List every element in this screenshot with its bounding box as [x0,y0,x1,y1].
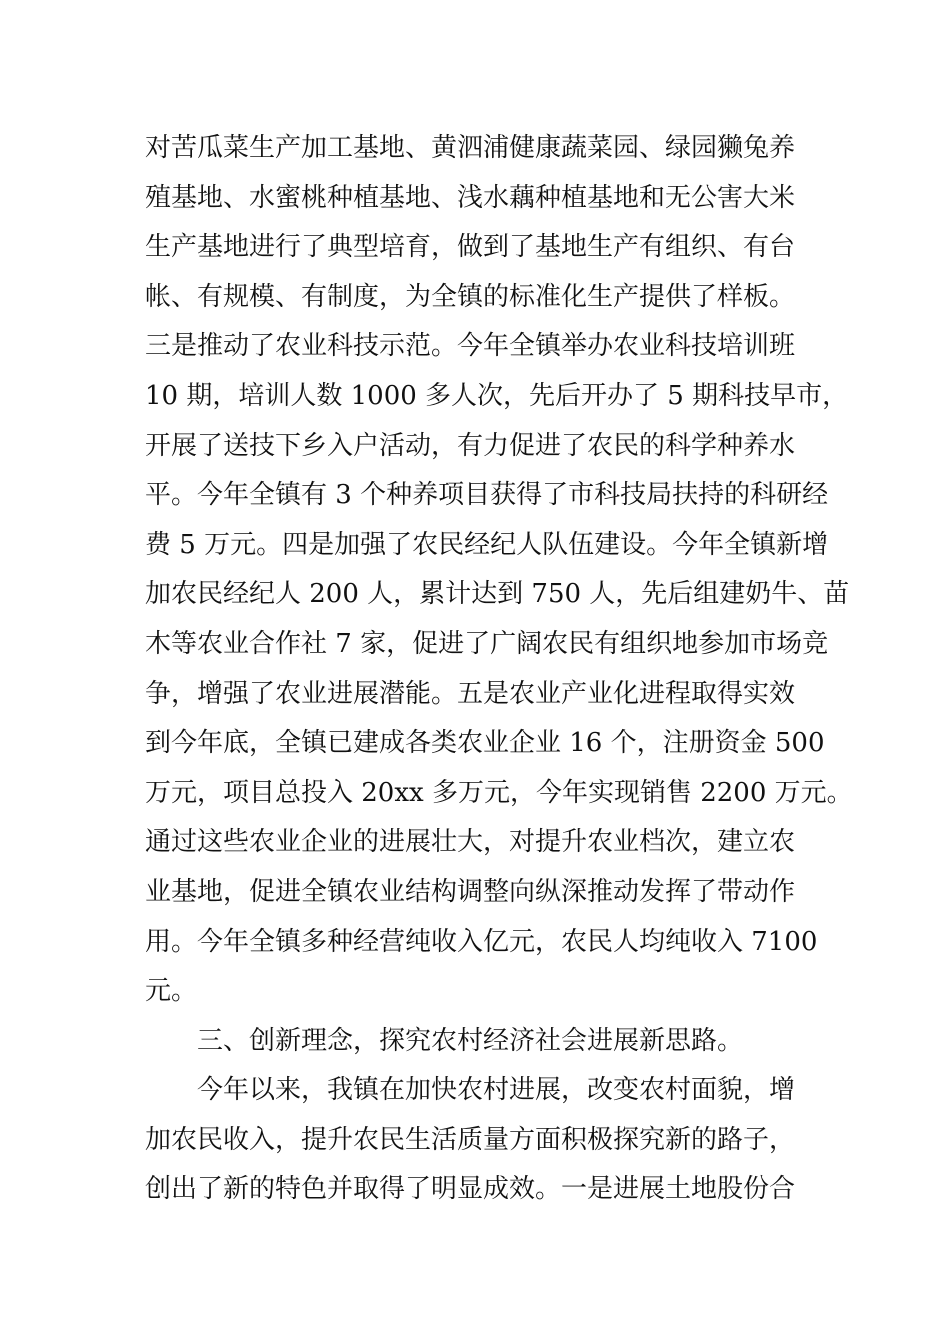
text-line: 争，增强了农业进展潜能。五是农业产业化进程取得实效 [145,678,796,709]
text-line: 生产基地进行了典型培育，做到了基地生产有组织、有台 [145,232,796,263]
text-line: 帐、有规模、有制度，为全镇的标准化生产提供了样板。 [145,281,796,312]
section-heading: 三、创新理念，探究农村经济社会进展新思路。 [197,1025,744,1056]
text-line: 殖基地、水蜜桃种植基地、浅水藕种植基地和无公害大米 [145,182,796,213]
text-line: 加农民经纪人 200 人，累计达到 750 人，先后组建奶牛、苗 [145,579,850,610]
text-line: 三是推动了农业科技示范。今年全镇举办农业科技培训班 [145,331,796,362]
text-line: 加农民收入，提升农民生活质量方面积极探究新的路子， [145,1124,796,1155]
text-line: 到今年底，全镇已建成各类农业企业 16 个，注册资金 500 [145,728,825,759]
body-text [145,124,853,1215]
text-line: 创出了新的特色并取得了明显成效。一是进展土地股份合 [145,1174,796,1205]
text-line: 开展了送技下乡入户活动，有力促进了农民的科学种养水 [145,430,796,461]
text-line: 木等农业合作社 7 家，促进了广阔农民有组织地参加市场竞 [145,628,829,659]
text-line: 业基地，促进全镇农业结构调整向纵深推动发挥了带动作 [145,876,796,907]
text-line: 10 期，培训人数 1000 多人次，先后开办了 5 期科技早市， [145,380,849,411]
text-line: 通过这些农业企业的进展壮大，对提升农业档次，建立农 [145,827,796,858]
text-line: 元。 [145,976,198,1007]
text-line: 平。今年全镇有 3 个种养项目获得了市科技局扶持的科研经 [145,480,829,511]
text-line: 费 5 万元。四是加强了农民经纪人队伍建设。今年全镇新增 [145,529,829,560]
text-line: 万元，项目总投入 20xx 多万元，今年实现销售 2200 万元。 [145,777,853,808]
text-line: 对苦瓜菜生产加工基地、黄泗浦健康蔬菜园、绿园獭兔养 [145,133,796,163]
text-line: 用。今年全镇多种经营纯收入亿元，农民人均纯收入 7100 [145,926,818,957]
paragraph-start-line: 今年以来，我镇在加快农村进展，改变农村面貌，增 [197,1075,796,1106]
